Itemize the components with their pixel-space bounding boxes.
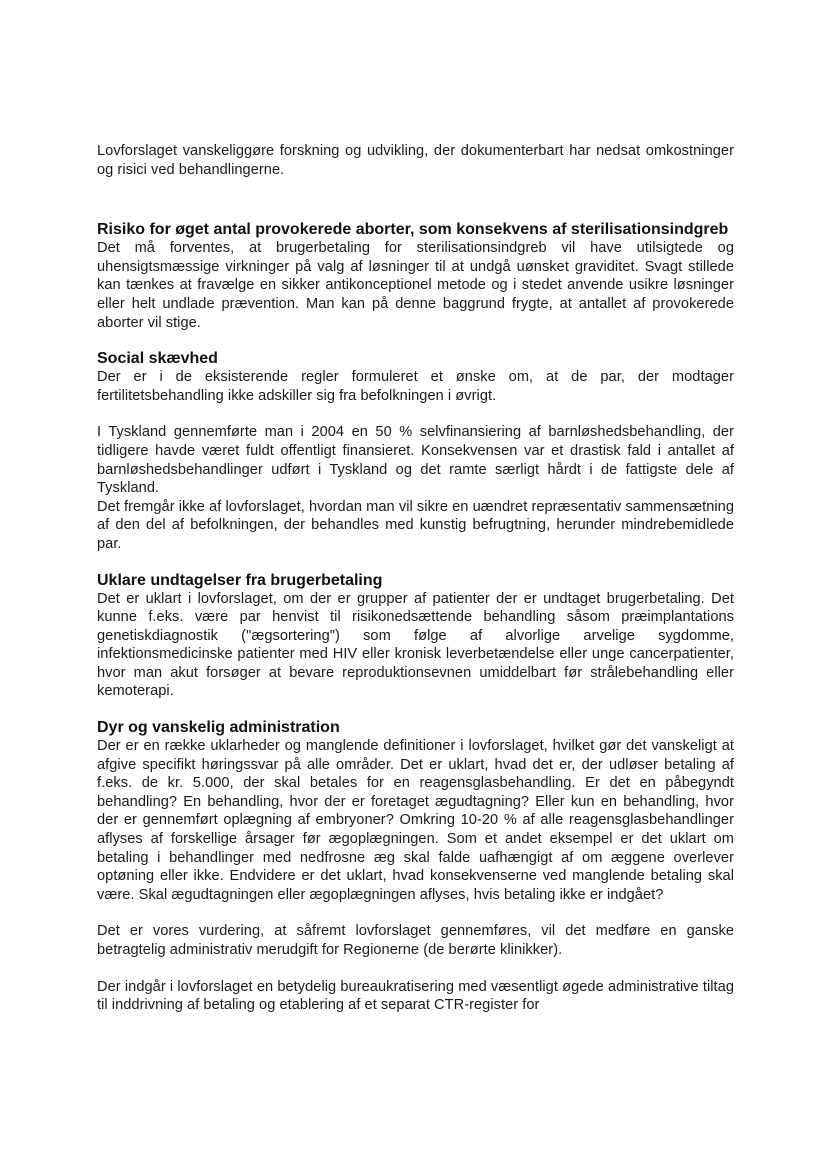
body-paragraph: Der indgår i lovforslaget en betydelig bureaukratisering med væsentligt øgede administrative tiltag til inddrivning af betaling og etablering af et separat CTR-register for [97, 978, 734, 1014]
section-unclear-exemptions [97, 571, 734, 702]
body-paragraph: Det er vores vurdering, at såfremt lovforslaget gennemføres, vil det medføre en ganske betragtelig administrativ merudgift for Regionerne (de berørte klinikker). [97, 923, 734, 958]
intro-paragraph: Lovforslaget vanskeliggøre forskning og udvikling, der dokumenterbart har nedsat omkostninger og risici ved behandlingerne. [97, 143, 734, 178]
body-paragraph: Det er uklart i lovforslaget, om der er grupper af patienter der er undtaget brugerbetaling. Det kunne f.eks. være par henvist til risikonedsættende behandling såsom præimplantations genetiskdiagnostik ("ægsortering") som følge af alvorlige arvelige sygdomme, infektionsmedicinske patienter med HIV eller kronisk leverbetændelse eller unge cancerpatienter, hvor man akut forsøger at bevare reproduktionsevnen umiddelbart før strålebehandling eller kemoterapi. [97, 590, 734, 700]
section-heading: Social skævhed [97, 350, 218, 368]
body-paragraph: Det må forventes, at brugerbetaling for sterilisationsindgreb vil have utilsigtede og uhensigtsmæssige virkninger på valg af løsninger til at undgå uønsket graviditet. Svagt stillede kan tænkes at fravælge en sikker antikonceptionel metode og i stedet anvende usikre løsninger eller helt undlade prævention. Man kan på denne baggrund frygte, at antallet af provokerede aborter vil stige. [97, 240, 734, 331]
body-paragraph: Der er i de eksisterende regler formuleret et ønske om, at de par, der modtager fertilitetsbehandling ikke adskiller sig fra befolkningen i øvrigt. [97, 369, 734, 404]
section-heading: Uklare undtagelser fra brugerbetaling [97, 571, 383, 589]
section-social-skew [97, 349, 734, 553]
body-paragraph: I Tyskland gennemførte man i 2004 en 50 % selvfinansiering af barnløshedsbehandling, der tidligere havde været fuldt offentligt finansieret. Konsekvensen var et drastisk fald i antallet af barnløshedsbehandlinger udført i Tyskland og det ramte særligt hårdt i de fattigste dele af Tyskland. [97, 424, 734, 497]
section-administration [97, 718, 734, 1015]
body-paragraph: Der er en række uklarheder og manglende definitioner i lovforslaget, hvilket gør det vanskeligt at afgive specifikt høringssvar på alle områder. Det er uklart, hvad det er, der udløser betaling af f.eks. de kr. 5.000, der skal betales for en reagensglasbehandling. Er det en påbegyndt behandling? En behandling, hvor der er foretaget ægudtagning? Eller kun en behandling, hvor der er gennemført oplægning af embryoner? Omkring 10-20 % af alle reagensglasbehandlinger aflyses af forskellige årsager før ægoplægningen. Som et andet eksempel er det uklart om betaling i behandlinger med nedfrosne æg skal falde uafhængigt af om æggene overlever optøning eller ikke. Endvidere er det uklart, hvad konsekvenserne ved manglende betaling skal være. Skal ægudtagningen eller ægoplægningen aflyses, hvis betaling ikke er indgået? [97, 738, 734, 903]
section-heading: Risiko for øget antal provokerede aborter, som konsekvens af sterilisationsindgreb [97, 221, 729, 239]
body-paragraph: Det fremgår ikke af lovforslaget, hvordan man vil sikre en uændret repræsentativ sammensætning af den del af befolkningen, der behandles med kunstig befrugtning, herunder mindrebemidlede par. [97, 498, 734, 552]
section-abortion-risk [97, 220, 734, 332]
section-heading: Dyr og vanskelig administration [97, 719, 340, 737]
